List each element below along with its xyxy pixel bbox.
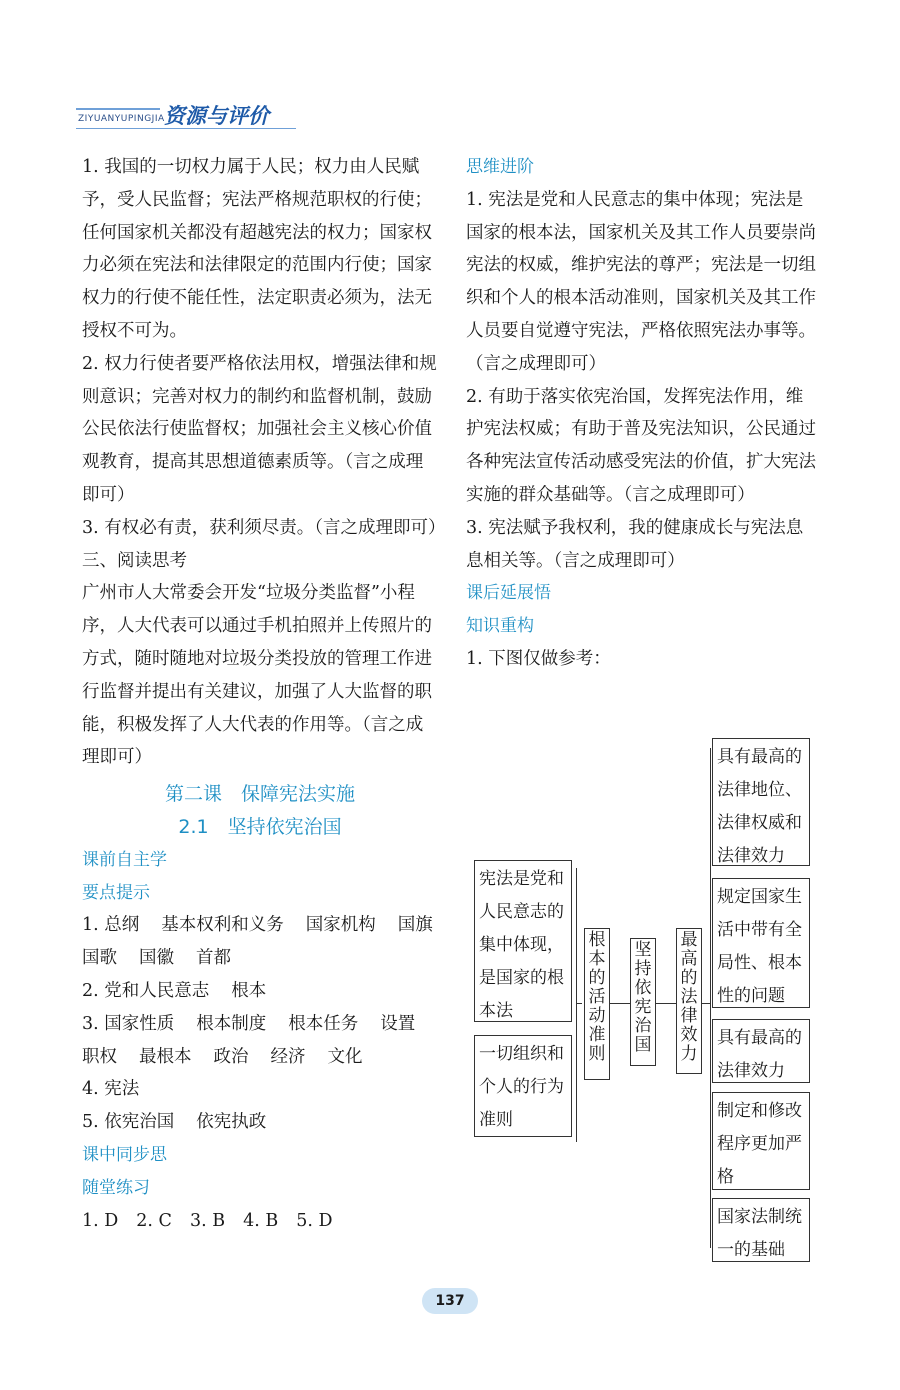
diagram-col-center: 坚持依宪治国 <box>630 938 656 1066</box>
diagram-col-activity: 根本的活动准则 <box>584 928 610 1080</box>
kp-item: 文化 <box>327 1046 363 1067</box>
diagram-box-status: 具有最高的法律地位、法律权威和法律效力 <box>712 738 810 866</box>
kp-item: 基本权利和义务 <box>161 915 284 936</box>
header-rule <box>76 108 160 110</box>
connector <box>656 1003 676 1004</box>
heading-preclass: 课前自主学 <box>82 849 167 870</box>
left-column <box>82 151 446 1237</box>
heading-key-points: 要点提示 <box>82 882 150 903</box>
connector <box>610 1003 630 1004</box>
key-point-1 <box>82 909 438 975</box>
kp-item: 国徽 <box>139 948 174 969</box>
kp-item: 依宪执政 <box>196 1112 267 1133</box>
diagram-intro: 1. 下图仅做参考： <box>466 648 611 669</box>
answer-item: 5. D <box>296 1210 333 1231</box>
kp-item: 1. 总纲 <box>82 915 140 936</box>
kp-item: 根本制度 <box>196 1013 267 1034</box>
section-title: 2.1 坚持依宪治国 <box>178 815 342 838</box>
key-point-4: 4. 宪法 <box>82 1079 140 1100</box>
diagram-box-foundation: 国家法制统一的基础 <box>712 1198 810 1262</box>
kp-item: 2. 党和人民意志 <box>82 980 210 1001</box>
diagram-box-effect: 具有最高的法律效力 <box>712 1019 810 1083</box>
header-title: 资源与评价 <box>164 104 269 128</box>
kp-item: 政治 <box>213 1046 249 1067</box>
kp-item: 最根本 <box>139 1046 192 1067</box>
right-column <box>466 151 818 676</box>
bracket-left <box>576 868 577 1142</box>
section-reading: 三、阅读思考 <box>82 550 187 571</box>
kp-item: 5. 依宪治国 <box>82 1112 175 1133</box>
answer-item: 3. B <box>189 1210 226 1231</box>
diagram-box-content: 规定国家生活中带有全局性、根本性的问题 <box>712 878 810 1008</box>
kp-item: 经济 <box>270 1046 306 1067</box>
diagram-box-procedure: 制定和修改程序更加严格 <box>712 1092 810 1190</box>
thinking-answer-3: 3. 宪法赋予我权利，我的健康成长与宪法息息相关等。（言之成理即可） <box>466 517 804 571</box>
heading-after-class: 课后延展悟 <box>466 583 551 604</box>
diagram-col-supreme: 最高的法律效力 <box>676 928 702 1074</box>
key-point-3 <box>82 1008 438 1074</box>
kp-item: 首都 <box>196 948 231 969</box>
bracket-tick <box>576 1003 582 1004</box>
concept-diagram <box>462 738 822 1264</box>
kp-item: 3. 国家性质 <box>82 1013 175 1034</box>
answer-1: 1. 我国的一切权力属于人民；权力由人民赋予，受人民监督；宪法严格规范职权的行使；任何国家机关都没有超越宪法的权力；国家权力必须在宪法和法律限定的范围内行使；国家权力的行使不能任性，法定职责必须为，法无授权不可为。 <box>82 157 432 341</box>
heading-knowledge-rebuild: 知识重构 <box>466 616 534 637</box>
page-number: 137 <box>422 1288 478 1314</box>
practice-answers <box>82 1205 438 1238</box>
thinking-answer-1: 1. 宪法是党和人民意志的集中体现；宪法是国家的根本法，国家机关及其工作人员要崇尚宪法的权威，维护宪法的尊严；宪法是一切组织和个人的根本活动准则，国家机关及其工作人员要自觉遵守宪法，严格依照宪法办事等。（言之成理即可） <box>466 189 816 374</box>
kp-item: 国家机构 <box>305 915 376 936</box>
header-pinyin: ZIYUANYUPINGJIA <box>78 114 165 124</box>
lesson-title: 第二课 保障宪法实施 <box>164 783 355 806</box>
answer-item: 4. B <box>243 1210 279 1231</box>
answer-item: 1. D <box>82 1210 119 1231</box>
bracket-tick <box>702 1003 710 1004</box>
kp-item: 根本任务 <box>288 1013 359 1034</box>
page-header <box>72 98 302 136</box>
answer-3: 3. 有权必有责，获利须尽责。（言之成理即可） <box>82 517 446 538</box>
key-point-5 <box>82 1106 438 1139</box>
reading-answer: 广州市人大常委会开发“垃圾分类监督”小程序，人大代表可以通过手机拍照并上传照片的方式，随时随地对垃圾分类投放的管理工作进行监督并提出有关建议，加强了人大监督的职能，积极发挥了人大代表的作用等。（言之成理即可） <box>82 583 432 768</box>
key-point-2 <box>82 975 438 1008</box>
answer-2: 2. 权力行使者要严格依法用权，增强法律和规则意识；完善对权力的制约和监督机制，鼓励公民依法行使监督权；加强社会主义核心价值观教育，提高其思想道德素质等。（言之成理即可） <box>82 353 437 505</box>
thinking-answer-2: 2. 有助于落实依宪治国，发挥宪法作用，维护宪法权威；有助于普及宪法知识，公民通过各种宪法宣传活动感受宪法的价值，扩大宪法实施的群众基础等。（言之成理即可） <box>466 386 816 505</box>
kp-item: 设置 <box>380 1013 416 1034</box>
kp-item: 职权 <box>82 1046 117 1067</box>
diagram-box-behavior: 一切组织和个人的行为准则 <box>474 1035 572 1137</box>
answer-item: 2. C <box>136 1210 172 1231</box>
kp-item: 国旗 <box>397 915 433 936</box>
heading-thinking: 思维进阶 <box>466 157 534 177</box>
diagram-box-essence: 宪法是党和人民意志的集中体现，是国家的根本法 <box>474 860 572 1022</box>
heading-practice: 随堂练习 <box>82 1177 150 1198</box>
heading-in-class: 课中同步思 <box>82 1144 167 1165</box>
kp-item: 根本 <box>231 980 267 1001</box>
kp-item: 国歌 <box>82 948 117 969</box>
